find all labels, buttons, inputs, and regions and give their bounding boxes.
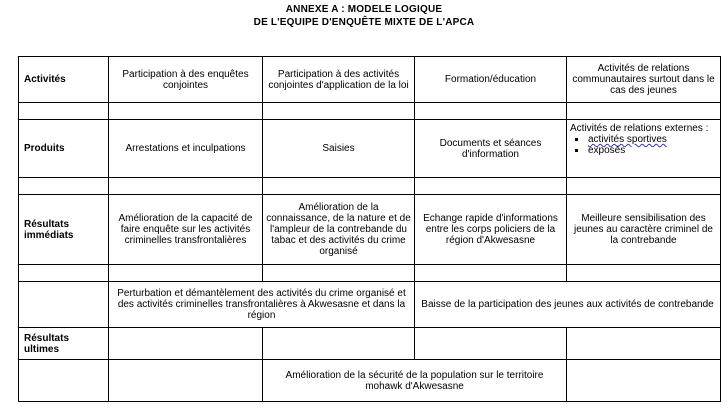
product-cell: Documents et séances d'information bbox=[415, 120, 567, 178]
logic-model-table bbox=[18, 56, 721, 402]
spacer-row bbox=[19, 103, 721, 120]
activity-cell: Activités de relations communautaires surtout dans le cas des jeunes bbox=[567, 57, 721, 103]
annex-subtitle: DE L'EQUIPE D'ENQUÊTE MIXTE DE L'APCA bbox=[253, 17, 475, 28]
external-item: exposés bbox=[588, 145, 717, 156]
final-outcome: Amélioration de la sécurité de la population sur le territoire mohawk d'Akwesasne bbox=[263, 360, 567, 402]
row-produits bbox=[19, 120, 721, 178]
product-cell: Arrestations et inculpations bbox=[109, 120, 263, 178]
intermediate-outcome-left: Perturbation et démantèlement des activités du crime organisé et des activités criminelles transfrontalières à Akwesasne et dans la région bbox=[109, 282, 415, 328]
intermediate-outcome-right: Baisse de la participation des jeunes aux activités de contrebande bbox=[415, 282, 721, 328]
external-intro: Activités de relations externes : bbox=[570, 123, 709, 134]
annex-title: ANNEXE A : MODELE LOGIQUE bbox=[285, 4, 443, 15]
product-cell-external bbox=[567, 120, 721, 178]
label-resultats-immediats: Résultats immédiats bbox=[19, 195, 109, 265]
immediate-outcome-cell: Meilleure sensibilisation des jeunes au caractère criminel de la contrebande bbox=[567, 195, 721, 265]
external-list bbox=[570, 134, 717, 156]
row-activites bbox=[19, 57, 721, 103]
external-item: activités sportives bbox=[588, 134, 717, 145]
activity-cell: Formation/éducation bbox=[415, 57, 567, 103]
row-intermediate bbox=[19, 282, 721, 328]
label-produits: Produits bbox=[19, 120, 109, 178]
spacer-row bbox=[19, 178, 721, 195]
activity-cell: Participation à des activités conjointes d'application de la loi bbox=[263, 57, 415, 103]
activity-cell: Participation à des enquêtes conjointes bbox=[109, 57, 263, 103]
product-cell: Saisies bbox=[263, 120, 415, 178]
immediate-outcome-cell: Echange rapide d'informations entre les corps policiers de la région d'Akwesasne bbox=[415, 195, 567, 265]
label-activites: Activités bbox=[19, 57, 109, 103]
label-resultats-ultimes: Résultats ultimes bbox=[19, 328, 109, 360]
immediate-outcome-cell: Amélioration de la capacité de faire enquête sur les activités criminelles transfrontalières bbox=[109, 195, 263, 265]
row-resultats-immediats bbox=[19, 195, 721, 265]
row-final bbox=[19, 360, 721, 402]
spacer-row bbox=[19, 265, 721, 282]
immediate-outcome-cell: Amélioration de la connaissance, de la nature et de l'ampleur de la contrebande du tabac et des activités du crime organisé bbox=[263, 195, 415, 265]
row-resultats-ultimes bbox=[19, 328, 721, 360]
